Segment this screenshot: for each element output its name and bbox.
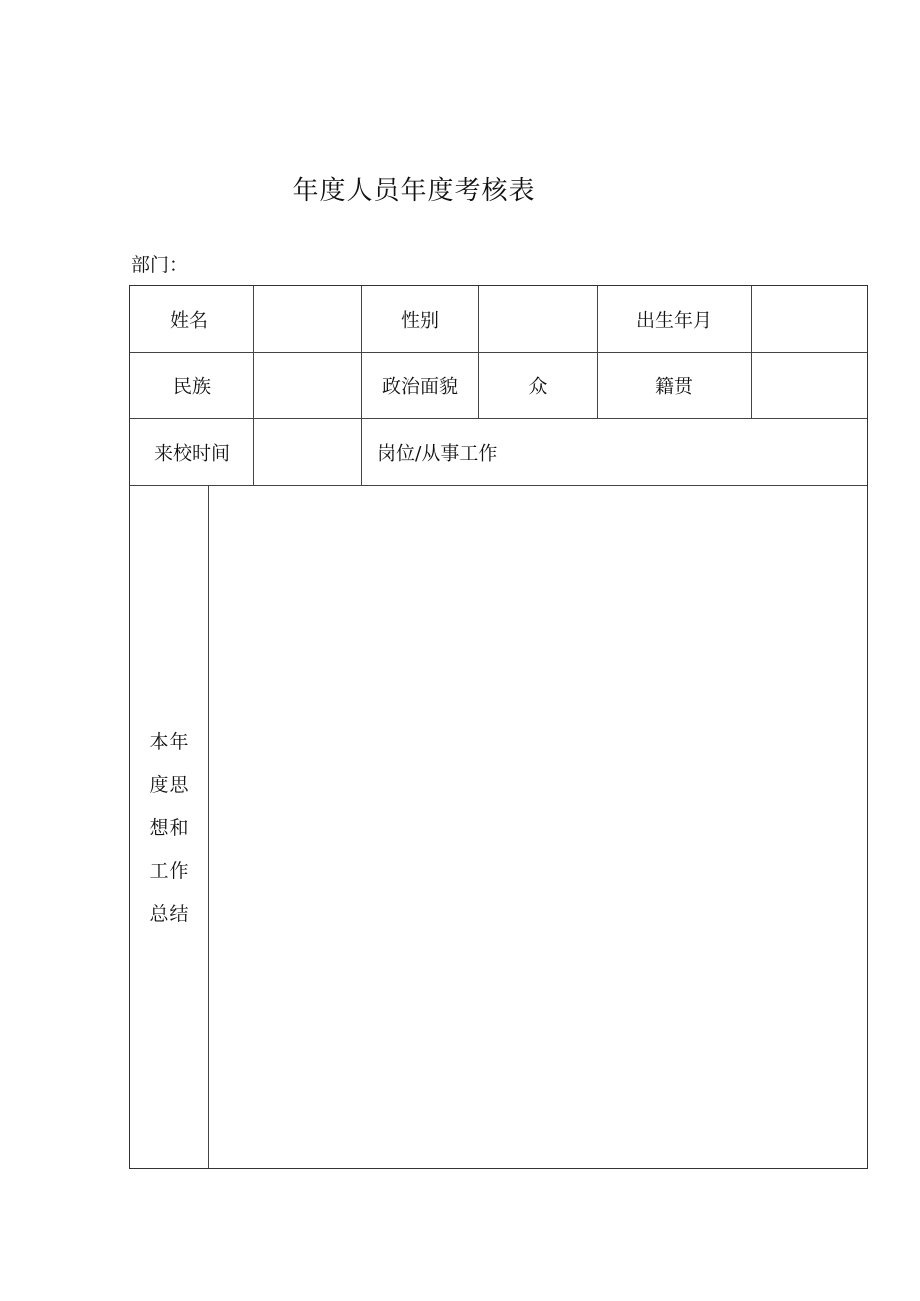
name-field[interactable] (254, 286, 361, 352)
summary-label-line: 工作 (149, 859, 190, 882)
column-divider (597, 286, 598, 418)
political-field[interactable] (479, 353, 597, 418)
political-value: 众 (528, 375, 548, 398)
summary-label-line: 本年 (149, 730, 190, 753)
native-place-label: 籍贯 (654, 375, 694, 398)
assessment-form-table (129, 285, 868, 1169)
summary-label (130, 486, 209, 1170)
summary-content-area[interactable] (210, 486, 868, 1169)
native-place-field[interactable] (752, 353, 867, 418)
column-divider (361, 286, 362, 485)
ethnicity-label: 民族 (172, 375, 212, 398)
arrival-date-field[interactable] (254, 419, 361, 485)
ethnicity-field[interactable] (254, 353, 361, 418)
name-label: 姓名 (170, 309, 209, 332)
gender-label: 性别 (400, 309, 440, 332)
department-label: 部门： (131, 254, 189, 276)
summary-label-line: 总结 (149, 902, 190, 925)
row-divider (130, 418, 867, 419)
political-label: 政治面貌 (381, 375, 459, 398)
summary-label-line: 度思 (149, 773, 190, 796)
birth-field[interactable] (752, 286, 867, 352)
page-title: 年度人员年度考核表 (292, 176, 536, 206)
birth-label: 出生年月 (635, 309, 713, 332)
summary-label-line: 想和 (149, 816, 190, 839)
position-label[interactable]: 岗位/从事工作 (377, 442, 498, 465)
arrival-date-label: 来校时间 (153, 442, 231, 465)
gender-field[interactable] (479, 286, 597, 352)
